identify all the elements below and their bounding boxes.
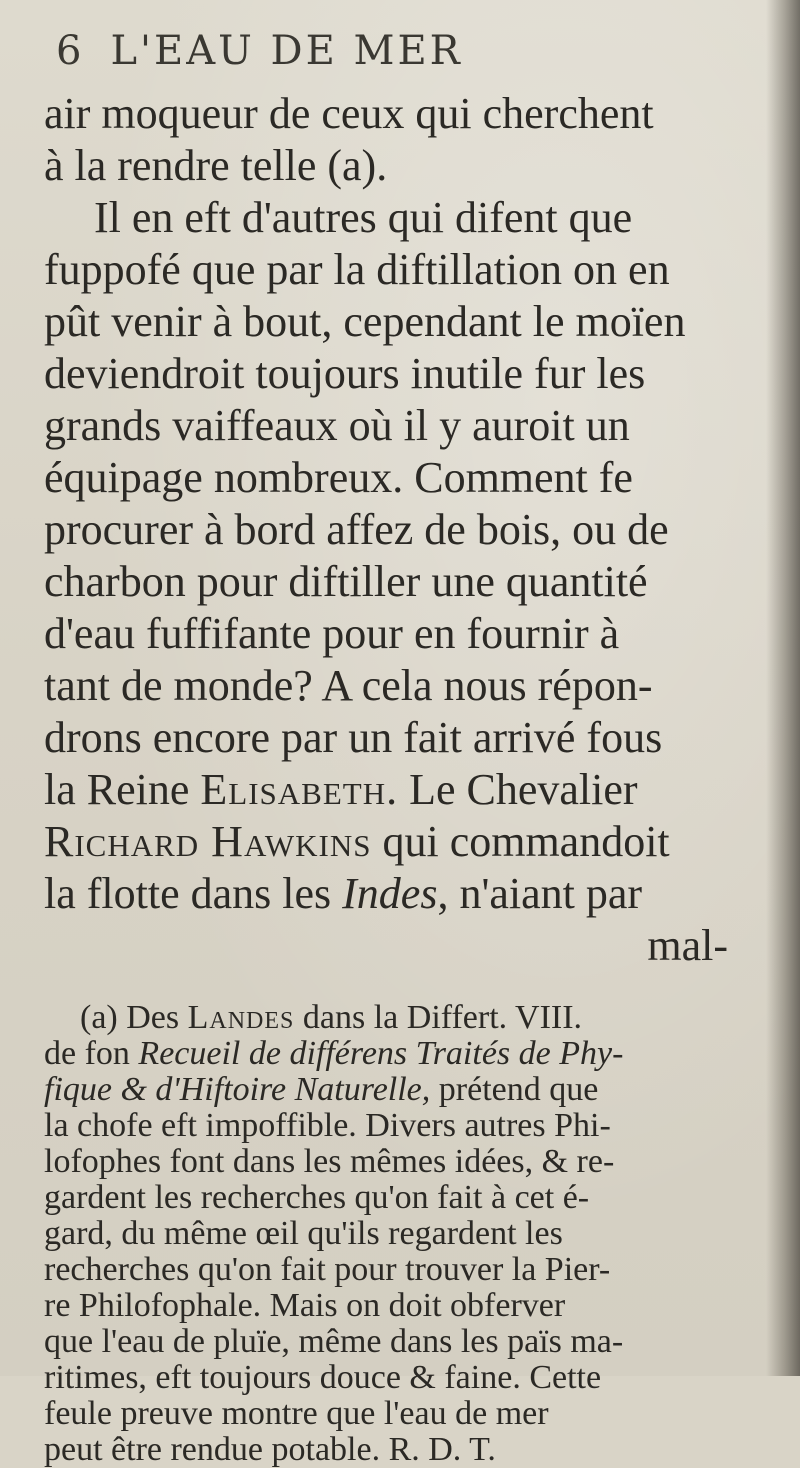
text-fragment: la flotte dans les [44,869,332,918]
text-fragment: la Reine [44,765,190,814]
text-line: tant de monde? A cela nous répon- [44,661,653,710]
text-line: procurer à bord affez de bois, ou de [44,505,669,554]
title-recueil: Recueil de différens Traités de Phy- [138,1035,624,1072]
text-fragment: prétend que [438,1071,599,1108]
text-line: à la rendre telle (a). [44,141,388,190]
text-line: charbon pour diftiller une quantité [44,557,648,606]
text-line: Il en eft d'autres qui difent que [94,193,633,242]
footnote-line: lofophes font dans les mêmes idées, & re- [44,1143,615,1180]
footnote-line [44,1000,764,1036]
text-fragment: (a) Des [80,999,180,1036]
footnote-line: recherches qu'on fait pour trouver la Pier- [44,1251,611,1288]
catchword: mal- [647,921,728,970]
name-landes: Landes [187,999,295,1036]
text-fragment: dans la Differt. VIII. [302,999,583,1036]
text-line: pût venir à bout, cependant le moïen [44,297,686,346]
footnote-line: la chofe eft impoffible. Divers autres Phi- [44,1107,611,1144]
footnote-line: re Philofophale. Mais on doit obferver [44,1287,566,1324]
text-fragment: Le Chevalier [409,765,638,814]
text-line: drons encore par un fait arrivé fous [44,713,663,762]
name-elisabeth: Elisabeth. [200,765,399,814]
footnote-line: gard, du même œil qu'ils regardent les [44,1215,563,1252]
word-indes: Indes [342,869,438,918]
footnote-line [44,1072,764,1108]
text-line [44,764,764,816]
text-line: deviendroit toujours inutile fur les [44,349,646,398]
footnote-line: gardent les recherches qu'on fait à cet é- [44,1179,590,1216]
footnote-line: feule preuve montre que l'eau de mer [44,1395,549,1432]
text-fragment: de fon [44,1035,130,1072]
name-hawkins: Richard Hawkins [44,817,372,866]
text-fragment: qui commandoit [382,817,670,866]
footnote-line [44,1036,764,1072]
footnote-line: peut être rendue potable. R. D. T. [44,1431,496,1468]
footnote-line: que l'eau de pluïe, même dans les païs ma- [44,1323,624,1360]
main-text [44,88,764,972]
text-line: grands vaiffeaux où il y auroit un [44,401,630,450]
footnote-line: ritimes, eft toujours douce & faine. Cette [44,1359,602,1396]
page-number: 6 [56,28,85,74]
text-line: d'eau fuffifante pour en fournir à [44,609,620,658]
text-line: fuppofé que par la diftillation on en [44,245,670,294]
footnote [44,1000,764,1468]
text-line [44,816,764,868]
text-fragment: , n'aiant par [437,869,643,918]
page-header [56,28,760,84]
title-recueil-cont: fique & d'Hiftoire Naturelle, [44,1071,431,1108]
text-line [44,868,764,920]
text-line: équipage nombreux. Comment fe [44,453,633,502]
binding-shadow [766,0,800,1376]
text-line: air moqueur de ceux qui cherchent [44,89,654,138]
running-title: L'EAU DE MER [110,28,463,74]
